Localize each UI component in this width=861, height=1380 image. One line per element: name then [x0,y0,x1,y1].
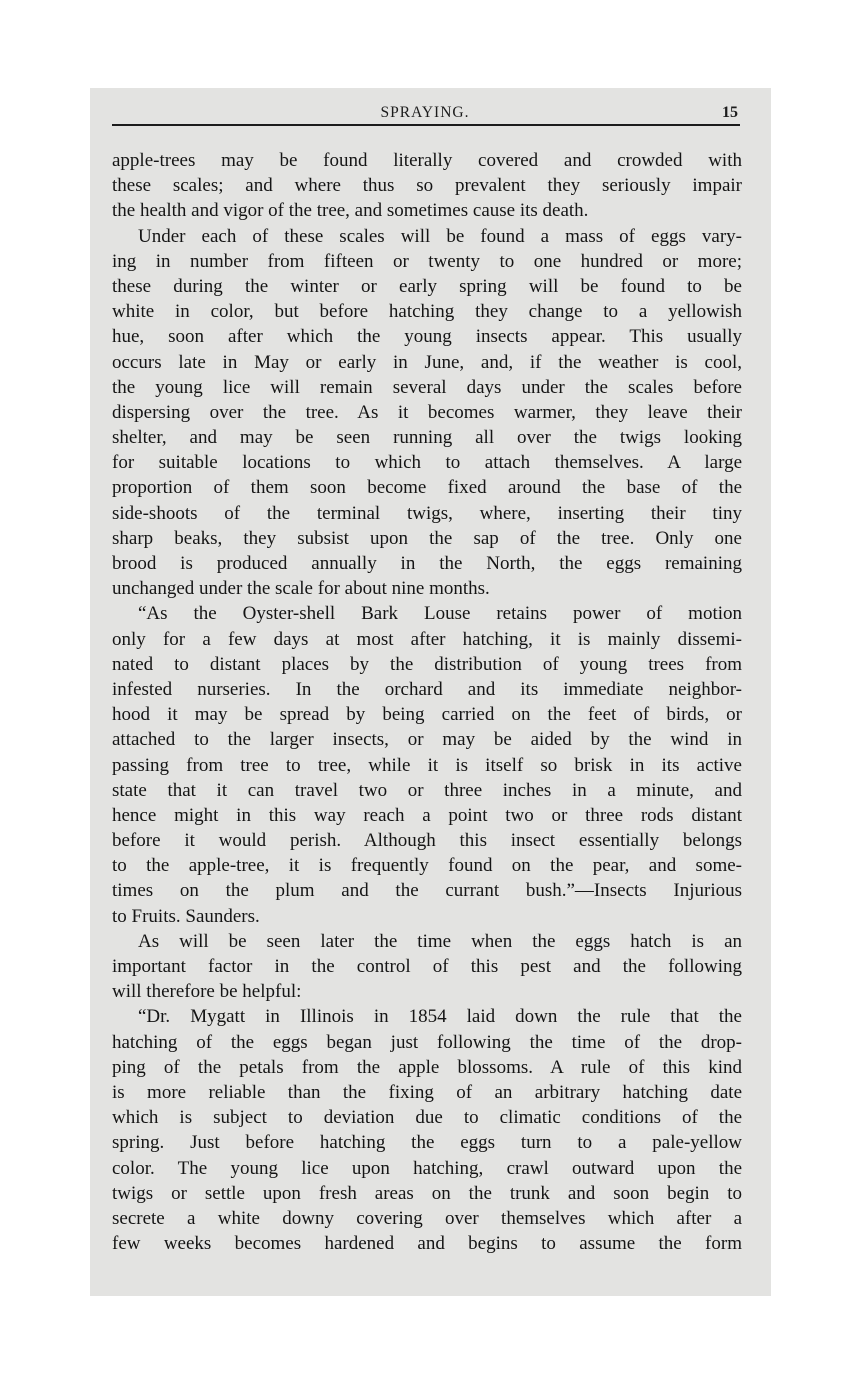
body-text [112,148,742,1256]
text-line: infested nurseries. In the orchard and its immediate neighbor- [112,678,742,700]
text-line: for suitable locations to which to attach themselves. A large [112,452,742,474]
text-line: shelter, and may be seen running all over the twigs looking [112,427,742,449]
text-line: these scales; and where thus so prevalent they seriously impair [112,175,742,197]
book-page [90,88,771,1296]
text-line: white in color, but before hatching they change to a yellowish [112,301,742,323]
text-line: these during the winter or early spring will be found to be [112,275,742,297]
text-line: nated to distant places by the distribution of young trees from [112,653,742,675]
text-line: ping of the petals from the apple blossoms. A rule of this kind [112,1056,742,1078]
text-line: hue, soon after which the young insects appear. This usually [112,326,742,348]
text-line: the young lice will remain several days under the scales before [112,376,742,398]
text-line: which is subject to deviation due to climatic conditions of the [112,1107,742,1129]
running-head: SPRAYING. [380,104,470,121]
text-line: attached to the larger insects, or may be aided by the wind in [112,729,742,751]
text-line: hence might in this way reach a point two or three rods distant [112,804,742,826]
paragraph-first-line: “As the Oyster-shell Bark Louse retains power of motion [138,603,742,625]
text-line: will therefore be helpful: [112,981,302,1003]
text-line: proportion of them soon become fixed around the base of the [112,477,742,499]
text-line: hood it may be spread by being carried on the feet of birds, or [112,704,742,726]
text-line: secrete a white downy covering over themselves which after a [112,1207,742,1229]
text-line: occurs late in May or early in June, and, if the weather is cool, [112,351,742,373]
text-line: color. The young lice upon hatching, crawl outward upon the [112,1157,742,1179]
text-line: to the apple-tree, it is frequently found on the pear, and some- [112,855,742,877]
text-line: state that it can travel two or three inches in a minute, and [112,779,742,801]
text-line: is more reliable than the fixing of an arbitrary hatching date [112,1081,742,1103]
text-line: apple-trees may be found literally covered and crowded with [112,150,742,171]
paragraph-first-line: Under each of these scales will be found a mass of eggs vary- [138,225,742,247]
text-line: times on the plum and the currant bush.”—Insects Injurious [112,880,742,902]
text-line: before it would perish. Although this insect essentially belongs [112,830,742,852]
paragraph-first-line: As will be seen later the time when the eggs hatch is an [138,930,742,952]
text-line: unchanged under the scale for about nine months. [112,578,490,600]
text-line: sharp beaks, they subsist upon the sap of the tree. Only one [112,527,742,549]
page-header [112,104,738,126]
header-rule [112,124,740,126]
text-line: only for a few days at most after hatching, it is mainly dissemi- [112,628,742,650]
text-line: to Fruits. Saunders. [112,905,260,927]
text-line: ing in number from fifteen or twenty to one hundred or more; [112,250,742,272]
text-line: the health and vigor of the tree, and sometimes cause its death. [112,200,589,222]
text-line: important factor in the control of this pest and the following [112,956,742,977]
text-line: twigs or settle upon fresh areas on the trunk and soon begin to [112,1182,742,1204]
paragraph-first-line: “Dr. Mygatt in Illinois in 1854 laid down the rule that the [138,1006,742,1028]
text-line: few weeks becomes hardened and begins to assume the form [112,1233,742,1255]
text-line: passing from tree to tree, while it is itself so brisk in its active [112,754,742,776]
text-line: spring. Just before hatching the eggs turn to a pale-yellow [112,1132,742,1154]
text-line: side-shoots of the terminal twigs, where, inserting their tiny [112,502,742,524]
text-line: dispersing over the tree. As it becomes warmer, they leave their [112,401,742,423]
page-number: 15 [722,104,738,121]
text-line: hatching of the eggs began just following the time of the drop- [112,1031,742,1053]
text-line: brood is produced annually in the North, the eggs remaining [112,553,742,574]
